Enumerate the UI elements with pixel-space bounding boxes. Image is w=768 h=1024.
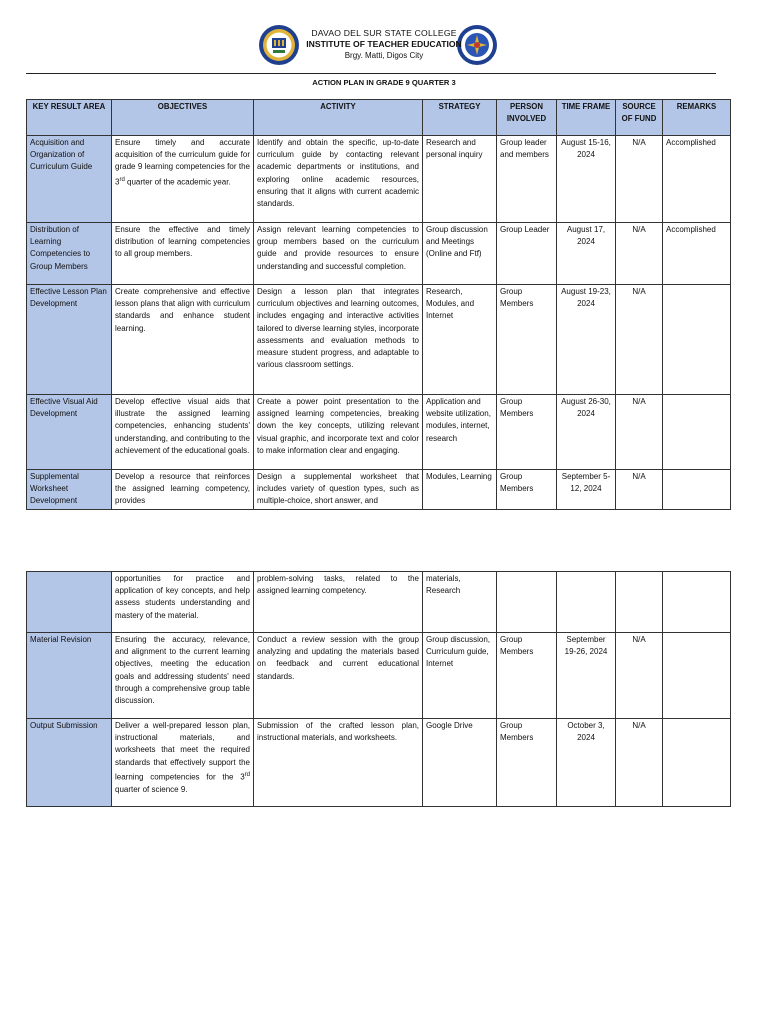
column-header: STRATEGY — [423, 100, 497, 136]
source-of-fund-cell: N/A — [616, 285, 663, 395]
strategy-cell: Research, Modules, and Internet — [423, 285, 497, 395]
activity-cell: Create a power point presentation to the assigned learning competencies, breaking down the key concepts, utilizing relevant visual graphic, and incorporate text and color to make information clear and engaging. — [254, 395, 423, 470]
college-address: Brgy. Matti, Digos City — [344, 51, 424, 60]
remarks-cell: Accomplished — [663, 223, 731, 285]
activity-cell: Conduct a review session with the group analyzing and updating the materials based on feedback and current educational standards. — [254, 633, 423, 719]
strategy-cell: Application and website utilization, modules, internet, research — [423, 395, 497, 470]
key-result-area-cell: Distribution of Learning Competencies to Group Members — [27, 223, 112, 285]
column-header: ACTIVITY — [254, 100, 423, 136]
key-result-area-cell: Effective Lesson Plan Development — [27, 285, 112, 395]
person-involved-cell — [497, 572, 557, 633]
remarks-cell — [663, 633, 731, 719]
key-result-area-cell: Material Revision — [27, 633, 112, 719]
objective-cell: Deliver a well-prepared lesson plan, instructional materials, and worksheets that meet the required standards that effectively support the learning competencies for the 3rd quarter of science 9. — [112, 719, 254, 807]
activity-cell: Submission of the crafted lesson plan, instructional materials, and worksheets. — [254, 719, 423, 807]
remarks-cell — [663, 719, 731, 807]
key-result-area-cell: Supplemental Worksheet Development — [27, 470, 112, 510]
person-involved-cell: Group leader and members — [497, 136, 557, 223]
source-of-fund-cell: N/A — [616, 136, 663, 223]
activity-cell: Assign relevant learning competencies to group members based on the curriculum guide and provide resources to ensure understanding and successful completion. — [254, 223, 423, 285]
key-result-area-cell: Acquisition and Organization of Curriculum Guide — [27, 136, 112, 223]
strategy-cell: Group discussion, Curriculum guide, Internet — [423, 633, 497, 719]
table-row — [27, 719, 731, 807]
table-row — [27, 572, 731, 633]
document-title: ACTION PLAN IN GRADE 9 QUARTER 3 — [312, 78, 456, 87]
person-involved-cell: Group Members — [497, 719, 557, 807]
remarks-cell — [663, 470, 731, 510]
strategy-cell: materials, Research — [423, 572, 497, 633]
objective-cell: Develop a resource that reinforces the assigned learning competency, provides — [112, 470, 254, 510]
table-row — [27, 136, 731, 223]
key-result-area-cell: Output Submission — [27, 719, 112, 807]
person-involved-cell: Group Members — [497, 395, 557, 470]
activity-cell: Design a lesson plan that integrates curriculum objectives and learning outcomes, includes engaging and interactive activities tailored to diverse learning styles, incorporate assessments and evaluation methods to measure student progress, and adaptable to various classroom settings. — [254, 285, 423, 395]
table-row — [27, 285, 731, 395]
time-frame-cell: August 17, 2024 — [557, 223, 616, 285]
time-frame-cell: September 5-12, 2024 — [557, 470, 616, 510]
objective-cell: Ensuring the accuracy, relevance, and alignment to the current learning objectives, meeting the education goals and addressing students' need through a comprehensive group table discussion. — [112, 633, 254, 719]
institute-name: INSTITUTE OF TEACHER EDUCATION — [306, 39, 462, 49]
time-frame-cell — [557, 572, 616, 633]
time-frame-cell: October 3, 2024 — [557, 719, 616, 807]
source-of-fund-cell: N/A — [616, 395, 663, 470]
strategy-cell: Research and personal inquiry — [423, 136, 497, 223]
time-frame-cell: August 26-30, 2024 — [557, 395, 616, 470]
objective-cell: opportunities for practice and application of key concepts, and help assess students understanding and mastery of the material. — [112, 572, 254, 633]
activity-cell: problem-solving tasks, related to the assigned learning competency. — [254, 572, 423, 633]
action-plan-table — [26, 99, 731, 510]
time-frame-cell: August 15-16, 2024 — [557, 136, 616, 223]
header-divider — [26, 73, 716, 74]
activity-cell: Design a supplemental worksheet that includes variety of question types, such as multiple-choice, short answer, and — [254, 470, 423, 510]
person-involved-cell: Group Leader — [497, 223, 557, 285]
remarks-cell — [663, 395, 731, 470]
table-row — [27, 395, 731, 470]
remarks-cell — [663, 285, 731, 395]
time-frame-cell: September 19-26, 2024 — [557, 633, 616, 719]
column-header: KEY RESULT AREA — [27, 100, 112, 136]
action-plan-table-continued — [26, 571, 731, 807]
column-header: SOURCE OF FUND — [616, 100, 663, 136]
strategy-cell: Google Drive — [423, 719, 497, 807]
objective-cell: Create comprehensive and effective lesson plans that align with curriculum standards and enhance student learning. — [112, 285, 254, 395]
person-involved-cell: Group Members — [497, 470, 557, 510]
person-involved-cell: Group Members — [497, 633, 557, 719]
person-involved-cell: Group Members — [497, 285, 557, 395]
source-of-fund-cell: N/A — [616, 633, 663, 719]
activity-cell: Identify and obtain the specific, up-to-date curriculum guide by contacting relevant academic departments or institutions, and exploring online academic resources, ensuring that it aligns with current academic standards. — [254, 136, 423, 223]
source-of-fund-cell — [616, 572, 663, 633]
time-frame-cell: August 19-23, 2024 — [557, 285, 616, 395]
objective-cell: Ensure timely and accurate acquisition of the curriculum guide for grade 9 learning competencies for the 3rd quarter of the academic year. — [112, 136, 254, 223]
column-header: REMARKS — [663, 100, 731, 136]
college-name: DAVAO DEL SUR STATE COLLEGE — [311, 28, 457, 38]
key-result-area-cell — [27, 572, 112, 633]
key-result-area-cell: Effective Visual Aid Development — [27, 395, 112, 470]
source-of-fund-cell: N/A — [616, 470, 663, 510]
table-header-row — [27, 100, 731, 136]
table-row — [27, 470, 731, 510]
column-header: TIME FRAME — [557, 100, 616, 136]
column-header: PERSON INVOLVED — [497, 100, 557, 136]
objective-cell: Ensure the effective and timely distribution of learning competencies to all group members. — [112, 223, 254, 285]
source-of-fund-cell: N/A — [616, 223, 663, 285]
strategy-cell: Modules, Learning — [423, 470, 497, 510]
objective-cell: Develop effective visual aids that illustrate the assigned learning competencies, enhancing students' understanding, and contributing to the achievement of the educational goals. — [112, 395, 254, 470]
strategy-cell: Group discussion and Meetings (Online and Ftf) — [423, 223, 497, 285]
remarks-cell: Accomplished — [663, 136, 731, 223]
table-row — [27, 223, 731, 285]
column-header: OBJECTIVES — [112, 100, 254, 136]
table-row — [27, 633, 731, 719]
source-of-fund-cell: N/A — [616, 719, 663, 807]
remarks-cell — [663, 572, 731, 633]
document-header — [0, 0, 768, 70]
